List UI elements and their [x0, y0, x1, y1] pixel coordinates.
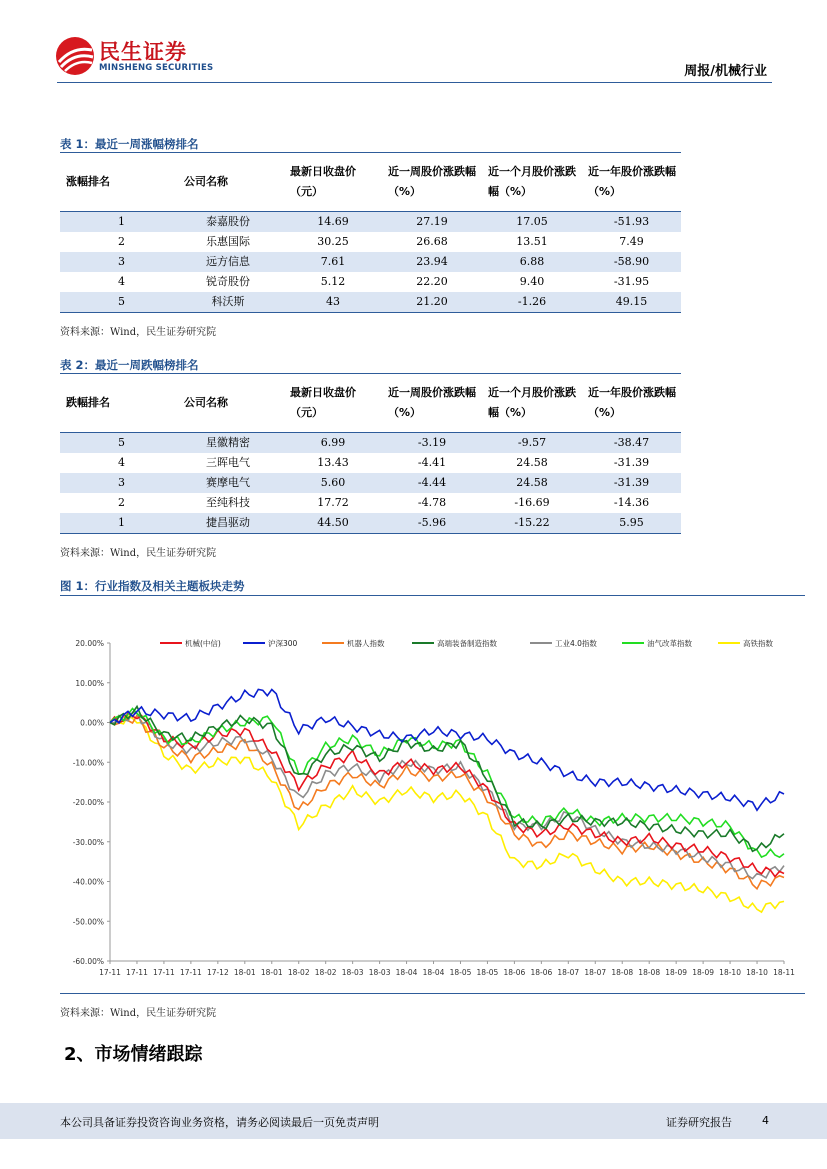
table-cell: 3: [60, 473, 172, 493]
column-header: 近一个月股价涨跌幅（%）: [488, 385, 576, 419]
table-row: [60, 292, 681, 313]
section-heading: 2、市场情绪跟踪: [64, 1044, 203, 1065]
logo-english-name: MINSHENG SECURITIES: [99, 63, 214, 73]
table-cell: 科沃斯: [172, 292, 284, 313]
table-row: [60, 432, 681, 453]
x-tick-label: 18-08: [611, 968, 634, 977]
column-header: 公司名称: [184, 174, 228, 188]
y-tick-label: 0.00%: [80, 718, 104, 728]
table-row: [60, 232, 681, 252]
table-cell: 至纯科技: [206, 495, 250, 509]
company-logo: [55, 36, 215, 78]
column-header: 最新日收盘价（元）: [290, 164, 356, 198]
table-cell: 13.51: [516, 234, 548, 248]
y-tick-label: 10.00%: [75, 678, 104, 688]
table-cell: 5.60: [284, 473, 382, 493]
y-tick-label: -50.00%: [72, 917, 104, 927]
table-cell: 6.88: [482, 252, 582, 272]
table2-source: 资料来源：Wind，民生证券研究院: [60, 548, 217, 559]
table-row: [60, 252, 681, 272]
x-tick-label: 18-06: [530, 968, 553, 977]
x-tick-label: 17-11: [153, 968, 175, 977]
table-cell: 49.15: [582, 292, 681, 313]
table-cell: 9.40: [519, 274, 545, 288]
footer-disclaimer: 本公司具备证券投资咨询业务资格，请务必阅读最后一页免责声明: [60, 1116, 379, 1129]
table-cell: 6.99: [284, 432, 382, 453]
table-row: [60, 513, 681, 534]
table-cell: 44.50: [284, 513, 382, 534]
column-header: 最新日收盘价（元）: [290, 385, 356, 419]
index-trend-chart: [60, 598, 805, 992]
logo-chinese-name: 民生证券: [99, 40, 187, 64]
table-cell: -31.39: [582, 473, 681, 493]
page-number: 4: [762, 1114, 769, 1127]
table-cell: 星徽精密: [172, 432, 284, 453]
page-footer: [0, 1103, 827, 1139]
table-cell: 乐惠国际: [206, 234, 250, 248]
table-cell: 26.68: [416, 234, 448, 248]
column-header: 近一个月股价涨跌幅（%）: [488, 164, 576, 198]
series-line-6: [110, 716, 784, 912]
table-cell: 17.05: [482, 211, 582, 232]
table-cell: 捷昌驱动: [172, 513, 284, 534]
series-line-2: [110, 715, 784, 889]
figure1-top-rule: [60, 595, 805, 596]
table-cell: -16.69: [514, 495, 550, 509]
chart-canvas: [60, 598, 805, 992]
table-cell: 14.69: [284, 211, 382, 232]
table-cell: 4: [118, 455, 125, 469]
x-tick-label: 18-07: [557, 968, 580, 977]
table-cell: 5.12: [320, 274, 346, 288]
footer-report-type: 证券研究报告: [666, 1116, 732, 1129]
column-header: 近一年股价涨跌幅（%）: [588, 164, 676, 198]
table-cell: -15.22: [482, 513, 582, 534]
table-cell: -38.47: [582, 432, 681, 453]
figure1-bottom-rule: [60, 993, 805, 994]
table-cell: 2: [118, 495, 125, 509]
table-cell: 3: [60, 252, 172, 272]
figure1-source: 资料来源：Wind，民生证券研究院: [60, 1008, 217, 1019]
column-header: 近一周股价涨跌幅（%）: [388, 164, 476, 198]
x-tick-label: 17-12: [206, 968, 229, 977]
y-tick-label: -60.00%: [72, 957, 104, 966]
series-line-5: [110, 709, 784, 858]
table-cell: 泰嘉股份: [172, 211, 284, 232]
table-row: [60, 453, 681, 473]
column-header: 涨幅排名: [66, 174, 110, 188]
x-tick-label: 17-11: [179, 968, 202, 977]
x-tick-label: 18-03: [368, 968, 391, 977]
table-cell: -4.44: [382, 473, 482, 493]
x-tick-label: 18-04: [422, 968, 445, 977]
x-tick-label: 18-07: [584, 968, 607, 977]
gainers-table: [60, 153, 681, 313]
report-tag: 周报/机械行业: [684, 64, 767, 79]
x-tick-label: 18-05: [449, 968, 472, 977]
table-cell: 30.25: [317, 234, 349, 248]
x-tick-label: 18-11: [773, 968, 795, 977]
table-cell: 27.19: [382, 211, 482, 232]
series-line-0: [110, 713, 784, 877]
table-cell: 赛摩电气: [172, 473, 284, 493]
x-tick-label: 17-11: [99, 968, 121, 977]
column-header: 近一周股价涨跌幅（%）: [388, 385, 476, 419]
y-tick-label: 20.00%: [75, 639, 104, 648]
x-tick-label: 18-09: [692, 968, 715, 977]
header-divider: [57, 82, 772, 83]
x-tick-label: 18-04: [395, 968, 418, 977]
series-line-3: [110, 706, 784, 851]
y-tick-label: -10.00%: [72, 758, 104, 768]
table-header-row: [60, 374, 681, 432]
table1-source: 资料来源：Wind，民生证券研究院: [60, 327, 217, 338]
table-cell: 2: [118, 234, 125, 248]
table-cell: -31.95: [613, 274, 650, 288]
table-cell: 5: [60, 292, 172, 313]
table-header-row: [60, 153, 681, 211]
x-tick-label: 18-03: [341, 968, 364, 977]
table-cell: 5.95: [582, 513, 681, 534]
x-tick-label: 18-08: [638, 968, 661, 977]
table1-caption: 表 1：最近一周涨幅榜排名: [60, 137, 199, 151]
x-tick-label: 18-10: [746, 968, 768, 977]
table-cell: -14.36: [613, 495, 650, 509]
table-cell: 5: [60, 432, 172, 453]
table-cell: 22.20: [416, 274, 448, 288]
legend-label: 机器人指数: [347, 639, 385, 648]
table-cell: 24.58: [516, 455, 548, 469]
table-cell: 1: [60, 513, 172, 534]
losers-table: [60, 374, 681, 534]
table-cell: 7.61: [284, 252, 382, 272]
y-tick-label: -30.00%: [72, 837, 104, 847]
legend-label: 高端装备制造指数: [437, 639, 497, 648]
table-cell: 17.72: [317, 495, 349, 509]
x-tick-label: 18-02: [287, 968, 310, 977]
table-cell: 21.20: [382, 292, 482, 313]
y-tick-label: -20.00%: [72, 798, 104, 807]
table-cell: 23.94: [382, 252, 482, 272]
table-cell: -3.19: [382, 432, 482, 453]
legend-label: 高铁指数: [743, 639, 773, 648]
y-tick-label: -40.00%: [72, 877, 104, 887]
table-row: [60, 211, 681, 232]
table-cell: 7.49: [619, 234, 644, 248]
table-cell: -4.78: [417, 495, 447, 509]
x-tick-label: 18-01: [233, 968, 256, 977]
column-header: 近一年股价涨跌幅（%）: [588, 385, 676, 419]
table-row: [60, 272, 681, 292]
minsheng-logo-icon: [55, 36, 95, 76]
x-tick-label: 18-10: [719, 968, 741, 977]
table-cell: -58.90: [582, 252, 681, 272]
legend-label: 沪深300: [268, 639, 298, 648]
x-tick-label: 18-02: [314, 968, 337, 977]
table-row: [60, 493, 681, 513]
page-header: [0, 0, 827, 90]
x-tick-label: 17-11: [126, 968, 148, 977]
x-tick-label: 18-01: [260, 968, 283, 977]
series-line-4: [110, 712, 784, 878]
table-cell: 13.43: [317, 455, 349, 469]
x-tick-label: 18-09: [665, 968, 688, 977]
table-cell: 24.58: [482, 473, 582, 493]
column-header: 跌幅排名: [66, 395, 110, 409]
table-cell: 锐奇股份: [206, 274, 250, 288]
table-cell: 1: [60, 211, 172, 232]
x-tick-label: 18-06: [503, 968, 526, 977]
table2-caption: 表 2：最近一周跌幅榜排名: [60, 358, 199, 372]
legend-label: 工业4.0指数: [555, 639, 597, 648]
table-cell: 43: [284, 292, 382, 313]
table-cell: 远方信息: [172, 252, 284, 272]
table-cell: -4.41: [417, 455, 447, 469]
legend-label: 机械(中信): [185, 639, 221, 648]
column-header: 公司名称: [184, 395, 228, 409]
figure1-caption: 图 1：行业指数及相关主题板块走势: [60, 579, 245, 593]
table-cell: 三晖电气: [206, 455, 250, 469]
legend-label: 油气改革指数: [647, 639, 692, 648]
table-cell: -1.26: [482, 292, 582, 313]
x-tick-label: 18-05: [476, 968, 499, 977]
table-row: [60, 473, 681, 493]
table-cell: 4: [118, 274, 125, 288]
table-cell: -31.39: [613, 455, 650, 469]
table-cell: -5.96: [382, 513, 482, 534]
table-cell: -9.57: [482, 432, 582, 453]
table-cell: -51.93: [582, 211, 681, 232]
